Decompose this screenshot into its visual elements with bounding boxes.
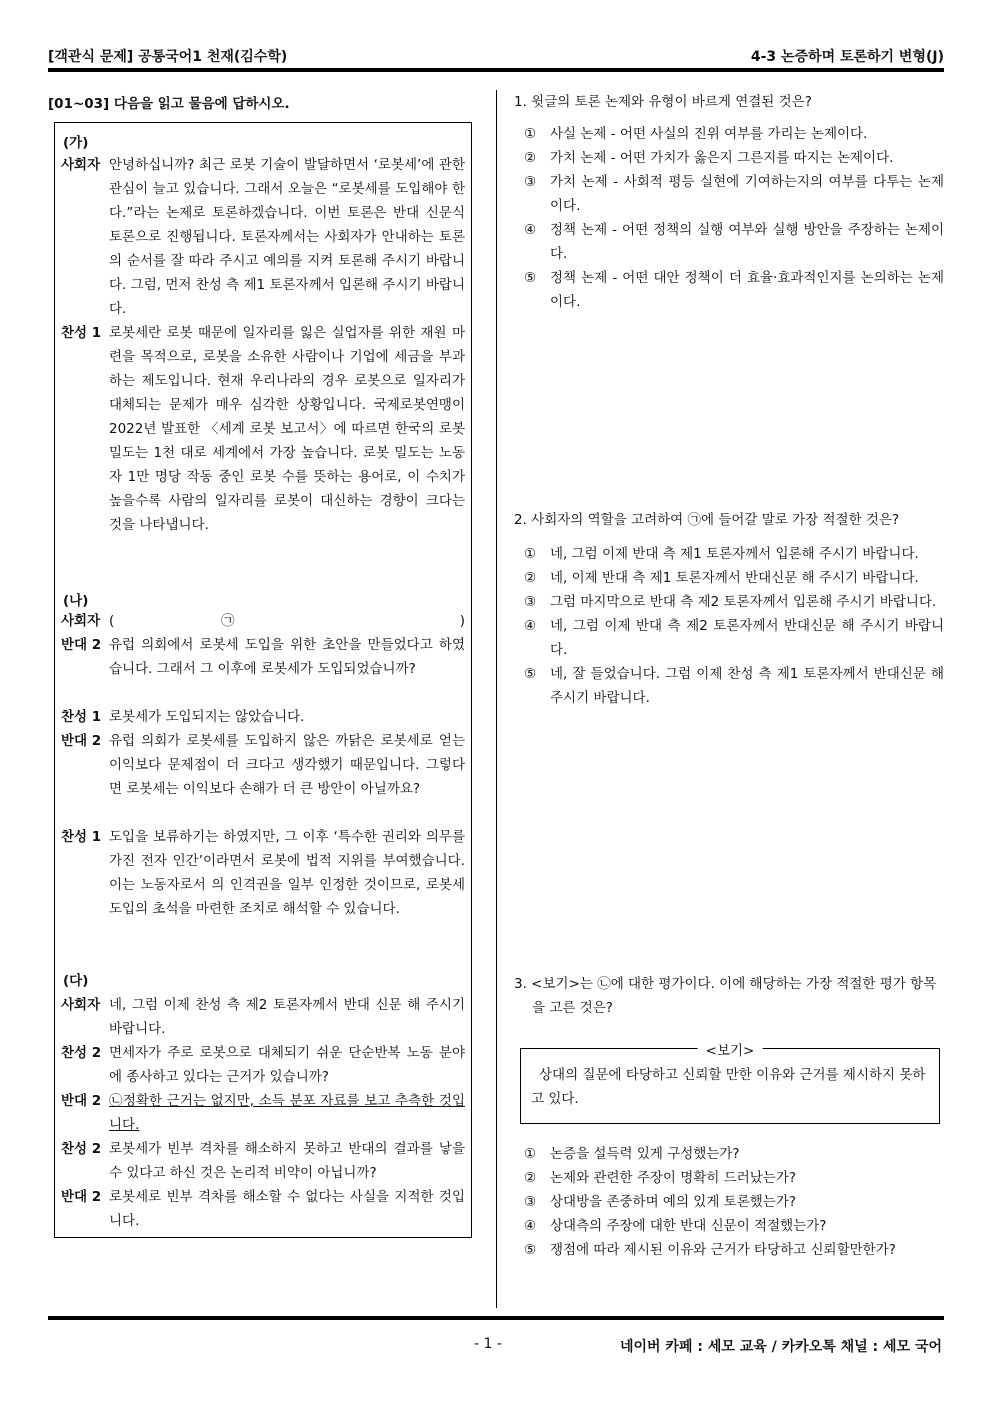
option-number: ① bbox=[524, 126, 537, 142]
column-divider bbox=[496, 90, 497, 1308]
option-text: 네, 그럼 이제 반대 측 제2 토론자께서 반대신문 해 주시기 바랍니다. bbox=[550, 618, 944, 658]
question-title: 3. <보기>는 ㉡에 대한 평가이다. 이에 해당하는 가장 적절한 평가 항목을 고른 것은? bbox=[514, 976, 937, 1016]
speaker: 찬성 1 bbox=[61, 709, 102, 725]
option[interactable] bbox=[522, 1238, 944, 1262]
section-da-label: (다) bbox=[63, 973, 89, 989]
option-number: ③ bbox=[524, 1194, 537, 1210]
question-1 bbox=[514, 90, 944, 314]
turn-b4 bbox=[61, 729, 465, 801]
speaker: 반대 2 bbox=[61, 1093, 102, 1109]
option-text: 네, 그럼 이제 반대 측 제1 토론자께서 입론해 주시기 바랍니다. bbox=[550, 546, 919, 562]
option-number: ③ bbox=[524, 174, 537, 190]
utterance: 안녕하십니까? 최근 로봇 기술이 발달하면서 ‘로봇세’에 관한 관심이 늘고 있습니다. 그래서 오늘은 “로봇세를 도입해야 한다.”라는 논제로 토론하겠습니다. 이번 토론은 반대 신문식 토론으로 진행됩니다. 토론자께서는 사회자가 안내하는 토론의 순서를 잘 따라 주시고 예의를 지켜 토론해 주시기 바랍니다. 그럼, 먼저 찬성 측 제1 토론자께서 입론해 주시기 바랍니다. bbox=[109, 157, 465, 317]
option-text: 정책 논제 - 어떤 정책의 실행 여부와 실행 방안을 주장하는 논제이다. bbox=[550, 222, 944, 262]
blank-mark: ㉠ bbox=[221, 613, 235, 629]
blank-close: ) bbox=[459, 613, 465, 629]
option[interactable] bbox=[522, 662, 944, 710]
option[interactable] bbox=[522, 122, 944, 146]
question-3-options bbox=[514, 1142, 944, 1262]
turn-c3 bbox=[61, 1089, 465, 1137]
option-number: ② bbox=[524, 570, 537, 586]
utterance: 유럽 의회가 로봇세를 도입하지 않은 까닭은 로봇세로 얻는 이익보다 문제점이 더 크다고 생각했기 때문입니다. 그렇다면 로봇세는 이익보다 손해가 더 큰 방안이 아닐까요? bbox=[109, 733, 465, 797]
option-number: ① bbox=[524, 1146, 537, 1162]
header-right: 4-3 논증하며 토론하기 변형(J) bbox=[750, 49, 944, 65]
section-ga-label: (가) bbox=[63, 135, 89, 151]
turn-b2 bbox=[61, 633, 465, 681]
blank-line bbox=[61, 609, 465, 633]
option-text: 정책 논제 - 어떤 대안 정책이 더 효율·효과적인지를 논의하는 논제이다. bbox=[550, 270, 944, 310]
section-na-label: (나) bbox=[63, 593, 89, 609]
question-title: 2. 사회자의 역할을 고려하여 ㉠에 들어갈 말로 가장 적절한 것은? bbox=[514, 512, 900, 528]
speaker: 반대 2 bbox=[61, 1189, 102, 1205]
option[interactable] bbox=[522, 566, 944, 590]
option-text: 쟁점에 따라 제시된 이유와 근거가 타당하고 신뢰할만한가? bbox=[550, 1242, 896, 1258]
option-number: ⑤ bbox=[524, 1242, 537, 1258]
option-number: ④ bbox=[524, 222, 537, 238]
page-number: - 1 - bbox=[474, 1336, 502, 1352]
option-text: 가치 논제 - 어떤 가치가 옳은지 그른지를 따지는 논제이다. bbox=[550, 150, 894, 166]
option-number: ⑤ bbox=[524, 270, 537, 286]
option-number: ④ bbox=[524, 618, 537, 634]
option-text: 상대측의 주장에 대한 반대 신문이 적절했는가? bbox=[550, 1218, 827, 1234]
footer-channel: 네이버 카페 : 세모 교육 / 카카오톡 채널 : 세모 국어 bbox=[619, 1339, 942, 1355]
turn-c4 bbox=[61, 1137, 465, 1185]
option-text: 논제와 관련한 주장이 명확히 드러났는가? bbox=[550, 1170, 797, 1186]
option[interactable] bbox=[522, 1214, 944, 1238]
header-rule bbox=[48, 68, 944, 72]
bogi-text: 상대의 질문에 타당하고 신뢰할 만한 이유와 근거를 제시하지 못하고 있다. bbox=[531, 1067, 926, 1107]
utterance: 로봇세가 도입되지는 않았습니다. bbox=[109, 709, 305, 725]
option[interactable] bbox=[522, 146, 944, 170]
turn-c1 bbox=[61, 993, 465, 1041]
option-number: ② bbox=[524, 150, 537, 166]
option[interactable] bbox=[522, 266, 944, 314]
turn-c5 bbox=[61, 1185, 465, 1233]
option[interactable] bbox=[522, 614, 944, 662]
utterance: 유럽 의회에서 로봇세 도입을 위한 초안을 만들었다고 하였습니다. 그래서 그 이후에 로봇세가 도입되었습니까? bbox=[109, 637, 465, 677]
utterance: 로봇세란 로봇 때문에 일자리를 잃은 실업자를 위한 재원 마련을 목적으로, 로봇을 소유한 사람이나 기업에 세금을 부과하는 제도입니다. 현재 우리나라의 경우 로봇으로 일자리가 대체되는 문제가 매우 심각한 상황입니다. 국제로봇연맹이 2022년 발표한 〈세계 로봇 보고서〉에 따르면 한국의 로봇 밀도는 1천 대로 세계에서 가장 높습니다. 로봇 밀도는 노동자 1만 명당 작동 중인 로봇 수를 뜻하는 용어로, 이 수치가 높을수록 사람의 일자리를 로봇이 대신하는 경향이 크다는 것을 나타냅니다. bbox=[109, 325, 465, 533]
option[interactable] bbox=[522, 1190, 944, 1214]
speaker: 반대 2 bbox=[61, 637, 102, 653]
option[interactable] bbox=[522, 218, 944, 266]
option-text: 가치 논제 - 사회적 평등 실현에 기여하는지의 여부를 다투는 논제이다. bbox=[550, 174, 944, 214]
bogi-box bbox=[520, 1043, 940, 1124]
option[interactable] bbox=[522, 170, 944, 218]
turn-b5 bbox=[61, 825, 465, 921]
option-text: 논증을 설득력 있게 구성했는가? bbox=[550, 1146, 740, 1162]
utterance: 네, 그럼 이제 찬성 측 제2 토론자께서 반대 신문 해 주시기 바랍니다. bbox=[109, 997, 465, 1037]
speaker: 사회자 bbox=[61, 997, 101, 1013]
option-text: 상대방을 존중하며 예의 있게 토론했는가? bbox=[550, 1194, 797, 1210]
option-number: ① bbox=[524, 546, 537, 562]
speaker: 찬성 1 bbox=[61, 325, 102, 341]
option[interactable] bbox=[522, 590, 944, 614]
utterance: 로봇세가 빈부 격차를 해소하지 못하고 반대의 결과를 낳을 수 있다고 하신 것은 논리적 비약이 아닙니까? bbox=[109, 1141, 465, 1181]
speaker: 반대 2 bbox=[61, 733, 102, 749]
utterance: 도입을 보류하기는 하였지만, 그 이후 ‘특수한 권리와 의무를 가진 전자 인간’이라면서 로봇에 법적 지위를 부여했습니다. 이는 노동자로서 의 인격권을 일부 인정한 것이므로, 로봇세 도입의 초석을 마련한 조치로 해석할 수 있습니다. bbox=[109, 829, 465, 917]
turn-b3 bbox=[61, 705, 465, 729]
option-number: ④ bbox=[524, 1218, 537, 1234]
question-title: 1. 윗글의 토론 논제와 유형이 바르게 연결된 것은? bbox=[514, 94, 812, 110]
option-number: ② bbox=[524, 1170, 537, 1186]
utterance: 면세자가 주로 로봇으로 대체되기 쉬운 단순반복 노동 분야에 종사하고 있다는 근거가 있습니까? bbox=[109, 1045, 465, 1085]
turn-a1 bbox=[61, 153, 465, 321]
speaker: 사회자 bbox=[61, 157, 101, 173]
turn-b1 bbox=[61, 609, 465, 633]
underlined-utterance: ㉡정확한 근거는 없지만, 소득 분포 자료를 보고 추측한 것입니다. bbox=[109, 1093, 465, 1133]
instruction: [01~03] 다음을 읽고 물음에 답하시오. bbox=[48, 96, 290, 112]
option-text: 그럼 마지막으로 반대 측 제2 토론자께서 입론해 주시기 바랍니다. bbox=[550, 594, 937, 610]
option-number: ⑤ bbox=[524, 666, 537, 682]
blank-open: ( bbox=[109, 613, 115, 629]
question-2 bbox=[514, 508, 944, 710]
speaker: 찬성 2 bbox=[61, 1141, 102, 1157]
speaker: 사회자 bbox=[61, 613, 101, 629]
passage-box bbox=[54, 122, 472, 1238]
speaker: 찬성 2 bbox=[61, 1045, 102, 1061]
option-text: 사실 논제 - 어떤 사실의 진위 여부를 가리는 논제이다. bbox=[550, 126, 868, 142]
header-left: [객관식 문제] 공통국어1 천재(김수학) bbox=[48, 49, 288, 65]
option[interactable] bbox=[522, 1166, 944, 1190]
turn-c2 bbox=[61, 1041, 465, 1089]
speaker: 찬성 1 bbox=[61, 829, 102, 845]
option[interactable] bbox=[522, 542, 944, 566]
option-text: 네, 잘 들었습니다. 그럼 이제 찬성 측 제1 토론자께서 반대신문 해 주시기 바랍니다. bbox=[550, 666, 944, 706]
question-3 bbox=[514, 972, 944, 1020]
bogi-label: <보기> bbox=[698, 1039, 763, 1059]
option-text: 네, 이제 반대 측 제1 토론자께서 반대신문 해 주시기 바랍니다. bbox=[550, 570, 919, 586]
turn-a2 bbox=[61, 321, 465, 537]
option[interactable] bbox=[522, 1142, 944, 1166]
option-number: ③ bbox=[524, 594, 537, 610]
utterance: 로봇세로 빈부 격차를 해소할 수 없다는 사실을 지적한 것입니다. bbox=[109, 1189, 465, 1229]
footer-rule bbox=[48, 1316, 944, 1320]
